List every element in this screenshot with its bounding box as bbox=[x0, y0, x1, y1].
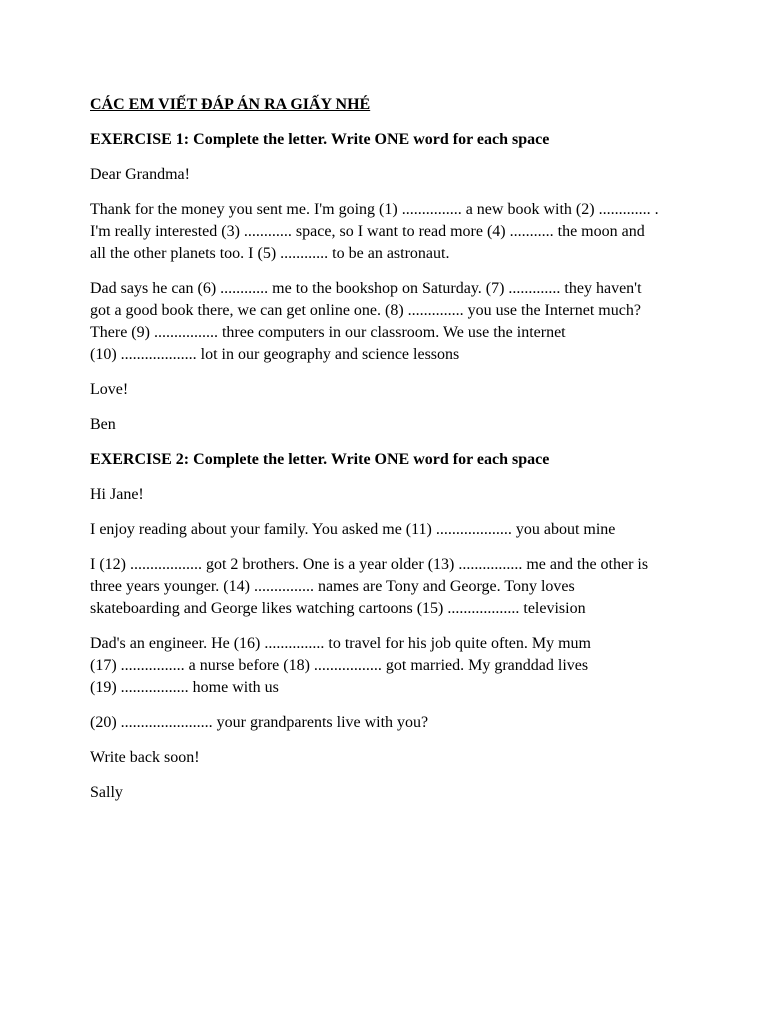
text-line: There (9) ................ three computers in our classroom. We use the internet bbox=[90, 324, 566, 341]
text-line: I'm really interested (3) ............ space, so I want to read more (4) ........... the moon and bbox=[90, 223, 645, 240]
text-line: I (12) .................. got 2 brothers. One is a year older (13) ................ me and the other is bbox=[90, 556, 649, 573]
text-line: three years younger. (14) ............... names are Tony and George. Tony loves bbox=[90, 578, 575, 595]
text-line: Dad says he can (6) ............ me to the bookshop on Saturday. (7) ............. they haven't bbox=[90, 280, 642, 297]
exercise-1-title: EXERCISE 1: Complete the letter. Write ONE word for each space bbox=[90, 131, 550, 148]
letter-2-signature: Sally bbox=[90, 784, 123, 801]
text-line: got a good book there, we can get online one. (8) .............. you use the Internet much? bbox=[90, 302, 641, 319]
letter-1-greeting: Dear Grandma! bbox=[90, 166, 190, 183]
text-line: Thank for the money you sent me. I'm going (1) ............... a new book with (2) ............. . bbox=[90, 201, 659, 218]
page-heading: CÁC EM VIẾT ĐÁP ÁN RA GIẤY NHÉ bbox=[90, 96, 371, 113]
letter-2-greeting: Hi Jane! bbox=[90, 486, 144, 503]
text-line: Dad's an engineer. He (16) ............... to travel for his job quite often. My mum bbox=[90, 635, 591, 652]
letter-1-signature: Ben bbox=[90, 416, 116, 433]
letter-2-paragraph-3 bbox=[90, 633, 690, 699]
text-line: all the other planets too. I (5) ............ to be an astronaut. bbox=[90, 245, 450, 262]
text-line: (17) ................ a nurse before (18) ................. got married. My granddad lives bbox=[90, 657, 589, 674]
letter-1-paragraph-1 bbox=[90, 199, 690, 265]
letter-2-paragraph-2 bbox=[90, 554, 690, 620]
letter-2-closing: Write back soon! bbox=[90, 749, 200, 766]
exercise-2-title: EXERCISE 2: Complete the letter. Write ONE word for each space bbox=[90, 451, 550, 468]
letter-2-paragraph-4 bbox=[90, 712, 690, 734]
letter-1-closing: Love! bbox=[90, 381, 129, 398]
text-line: (20) ....................... your grandparents live with you? bbox=[90, 714, 429, 731]
document-page bbox=[90, 94, 690, 817]
letter-2-paragraph-1 bbox=[90, 519, 690, 541]
text-line: (19) ................. home with us bbox=[90, 679, 279, 696]
text-line: skateboarding and George likes watching cartoons (15) .................. television bbox=[90, 600, 586, 617]
letter-1-paragraph-2 bbox=[90, 278, 690, 366]
text-line: (10) ................... lot in our geography and science lessons bbox=[90, 346, 460, 363]
text-line: I enjoy reading about your family. You asked me (11) ................... you about mine bbox=[90, 521, 616, 538]
